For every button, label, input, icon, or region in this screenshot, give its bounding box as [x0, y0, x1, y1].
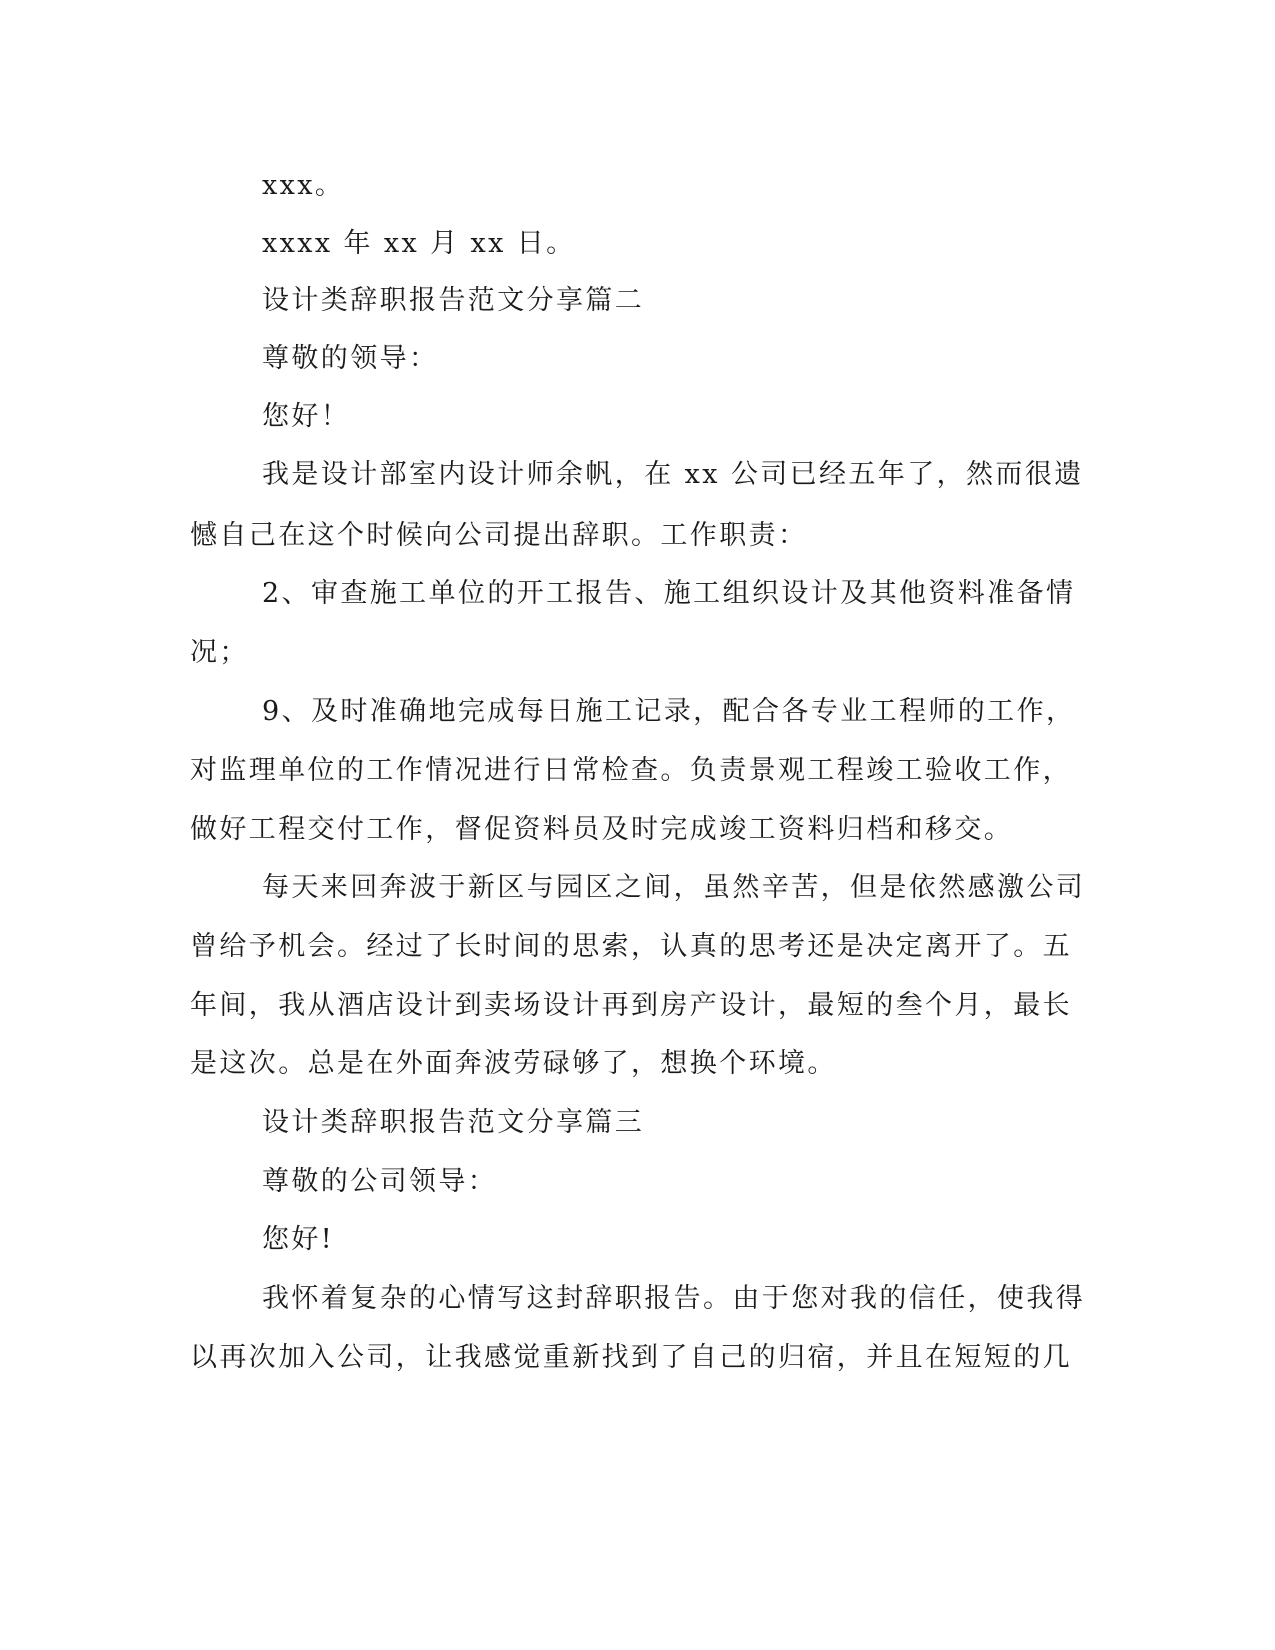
- date-line: xxxx 年 xx 月 xx 日。: [262, 228, 576, 259]
- paragraph-line: 做好工程交付工作，督促资料员及时完成竣工资料归档和移交。: [190, 814, 1014, 845]
- paragraph-line: 以再次加入公司，让我感觉重新找到了自己的归宿，并且在短短的几: [190, 1342, 1072, 1373]
- paragraph-line: 年间，我从酒店设计到卖场设计再到房产设计，最短的叁个月，最长: [190, 990, 1072, 1021]
- paragraph-line: 况；: [190, 637, 249, 668]
- section-heading-2: 设计类辞职报告范文分享篇二: [262, 285, 645, 316]
- paragraph-line: 憾自己在这个时候向公司提出辞职。工作职责：: [190, 520, 808, 551]
- paragraph-line: 对监理单位的工作情况进行日常检查。负责景观工程竣工验收工作，: [190, 755, 1072, 786]
- signature-line: xxx。: [262, 170, 345, 201]
- greeting: 您好!: [262, 1224, 335, 1255]
- greeting: 您好！: [262, 401, 351, 432]
- salutation: 尊敬的公司领导：: [262, 1166, 498, 1197]
- paragraph-line: 每天来回奔波于新区与园区之间，虽然辛苦，但是依然感激公司: [262, 872, 1086, 903]
- paragraph-line: 曾给予机会。经过了长时间的思索，认真的思考还是决定离开了。五: [190, 931, 1072, 962]
- paragraph-line: 9、及时准确地完成每日施工记录，配合各专业工程师的工作，: [262, 696, 1076, 727]
- paragraph-line: 我怀着复杂的心情写这封辞职报告。由于您对我的信任，使我得: [262, 1283, 1086, 1314]
- paragraph-line: 是这次。总是在外面奔波劳碌够了，想换个环境。: [190, 1048, 837, 1079]
- paragraph-line: 2、审查施工单位的开工报告、施工组织设计及其他资料准备情: [262, 578, 1076, 609]
- salutation: 尊敬的领导：: [262, 343, 439, 374]
- paragraph-line: 我是设计部室内设计师余帆，在 xx 公司已经五年了，然而很遗: [262, 459, 1084, 490]
- section-heading-3: 设计类辞职报告范文分享篇三: [262, 1107, 645, 1138]
